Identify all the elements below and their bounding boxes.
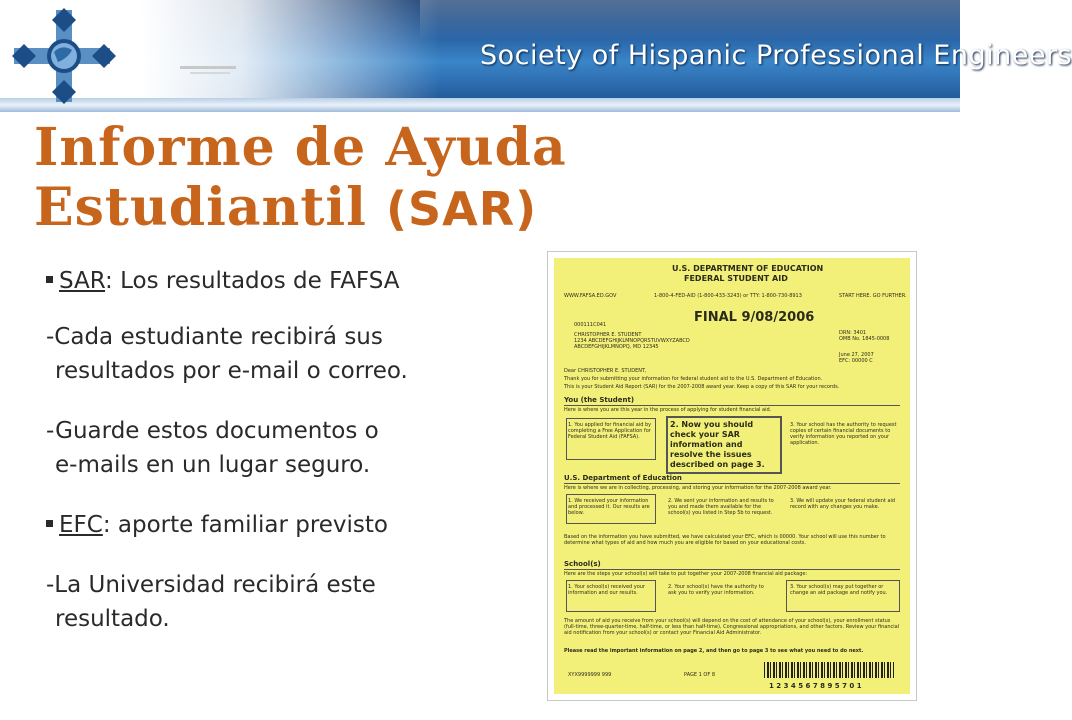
term-sar: SAR xyxy=(59,268,106,294)
doc-date: June 27, 2007 xyxy=(839,352,874,358)
doc-step-school-3: 3. Your school(s) may put together or change an aid package and notify you. xyxy=(790,584,888,596)
bullet-efc xyxy=(46,512,388,538)
doc-footer-id: XYX9999999 999 xyxy=(568,672,612,678)
slide-title xyxy=(34,118,567,239)
bullet-sar xyxy=(46,268,400,294)
doc-website: WWW.FAFSA.ED.GOV xyxy=(564,293,617,299)
doc-step-dept-1: 1. We received your information and processed it. Our results are below. xyxy=(568,498,650,516)
doc-step-dept-2: 2. We sent your information and results to you and made them available for the school(s) you listed in Step 5b to request. xyxy=(668,498,774,516)
header-banner xyxy=(0,0,1072,112)
doc-step-you-2: 2. Now you should check your SAR information and resolve the issues described on page 3. xyxy=(670,420,765,469)
doc-based: Based on the information you have submitted, we have calculated your EFC, which is 00000. Your school will use this number to determine what types of aid and how much you are eligible for based on your educational costs. xyxy=(564,534,886,546)
text-line-2: -Cada estudiante recibirá sus xyxy=(46,324,383,350)
square-bullet-icon xyxy=(46,520,53,527)
text-line-4: -Guarde estos documentos o xyxy=(46,418,379,444)
doc-report: This is your Student Aid Report (SAR) for the 2007-2008 award year. Keep a copy of this SAR for your records. xyxy=(564,384,840,390)
doc-addr1: 1234 ABCDEFGHIJKLMNOPQRSTUVWXYZABCD xyxy=(574,338,690,344)
doc-barcode-number: 1 2 3 4 5 6 7 8 9 5 7 0 1 xyxy=(769,682,862,690)
doc-section-you: You (the Student) xyxy=(564,396,635,404)
doc-dept-line2: FEDERAL STUDENT AID xyxy=(684,274,788,283)
sar-document xyxy=(554,258,910,694)
doc-step-you-3: 3. Your school has the authority to request copies of certain financial documents to verify information you reported on your application. xyxy=(790,422,897,446)
doc-section-dept-sub: Here is where we are in collecting, processing, and storing your information for the 2007-2008 award year. xyxy=(564,485,832,491)
doc-start-here: START HERE. GO FURTHER. xyxy=(839,293,907,299)
title-line-2-main: Estudiantil xyxy=(34,177,386,238)
sar-document-image xyxy=(547,251,917,701)
doc-dept-line1: U.S. DEPARTMENT OF EDUCATION xyxy=(672,264,824,273)
doc-efc: EFC: 00000 C xyxy=(839,358,873,364)
doc-omb: OMB No. 1845-0008 xyxy=(839,336,890,342)
doc-amount: The amount of aid you receive from your school(s) will depend on the cost of attendance of your school(s), your enrollment status (full-time, three-quarter-time, half-time, or less than half-time), Congressional appropriations, and other factors. Review your financial aid notification from your school(s) or contact your Financial Aid Administrator. xyxy=(564,618,900,636)
doc-thanks: Thank you for submitting your information for federal student aid to the U.S. Department of Education. xyxy=(564,376,823,382)
title-line-2 xyxy=(34,178,567,239)
term-efc: EFC xyxy=(59,512,103,538)
doc-section-school-sub: Here are the steps your school(s) will take to put together your 2007-2008 financial aid package: xyxy=(564,571,808,577)
doc-step-dept-3: 3. We will update your federal student aid record with any changes you make. xyxy=(790,498,896,510)
banner-gloss xyxy=(420,0,960,40)
doc-name: CHRISTOPHER E. STUDENT xyxy=(574,332,642,338)
doc-id-line: 000111C041 xyxy=(574,322,607,328)
doc-section-school: School(s) xyxy=(564,560,601,568)
doc-rule xyxy=(564,569,900,570)
bullet-sar-text: : Los resultados de FAFSA xyxy=(105,268,400,294)
doc-rule xyxy=(564,483,900,484)
title-sar: (SAR) xyxy=(385,182,538,236)
shpe-logo-icon xyxy=(6,6,116,106)
logo-caption-mark xyxy=(180,60,250,80)
doc-step-school-1: 1. Your school(s) received your information and our results. xyxy=(568,584,646,596)
doc-rule xyxy=(564,405,900,406)
text-line-8: resultado. xyxy=(55,606,170,632)
doc-section-dept: U.S. Department of Education xyxy=(564,474,682,482)
barcode-icon xyxy=(764,662,894,678)
banner-stripe xyxy=(0,98,960,112)
text-line-5: e-mails en un lugar seguro. xyxy=(55,452,371,478)
doc-step-you-1: 1. You applied for financial aid by completing a Free Application for Federal Student Aid (FAFSA). xyxy=(568,422,652,440)
doc-phone: 1-800-4-FED-AID (1-800-433-3243) or TTY: 1-800-730-8913 xyxy=(654,293,802,299)
doc-addr2: ABCDEFGHIJKLMNOPQ, MD 12345 xyxy=(574,344,659,350)
doc-page: PAGE 1 OF 8 xyxy=(684,672,716,678)
title-line-1: Informe de Ayuda xyxy=(34,117,567,178)
doc-final-label: FINAL 9/08/2006 xyxy=(694,310,815,325)
doc-section-you-sub: Here is where you are this year in the process of applying for student financial aid. xyxy=(564,407,772,413)
square-bullet-icon xyxy=(46,276,53,283)
org-name: Society of Hispanic Professional Engineers xyxy=(480,40,1072,71)
doc-dear: Dear CHRISTOPHER E. STUDENT, xyxy=(564,368,647,374)
text-line-7: -La Universidad recibirá este xyxy=(46,572,376,598)
bullet-efc-text: : aporte familiar previsto xyxy=(102,512,388,538)
text-line-3: resultados por e-mail o correo. xyxy=(55,358,408,384)
doc-please: Please read the important information on page 2, and then go to page 3 to see what you need to do next. xyxy=(564,648,864,654)
doc-drn: DRN: 3401 xyxy=(839,330,867,336)
doc-step-school-2: 2. Your school(s) have the authority to ask you to verify your information. xyxy=(668,584,764,596)
